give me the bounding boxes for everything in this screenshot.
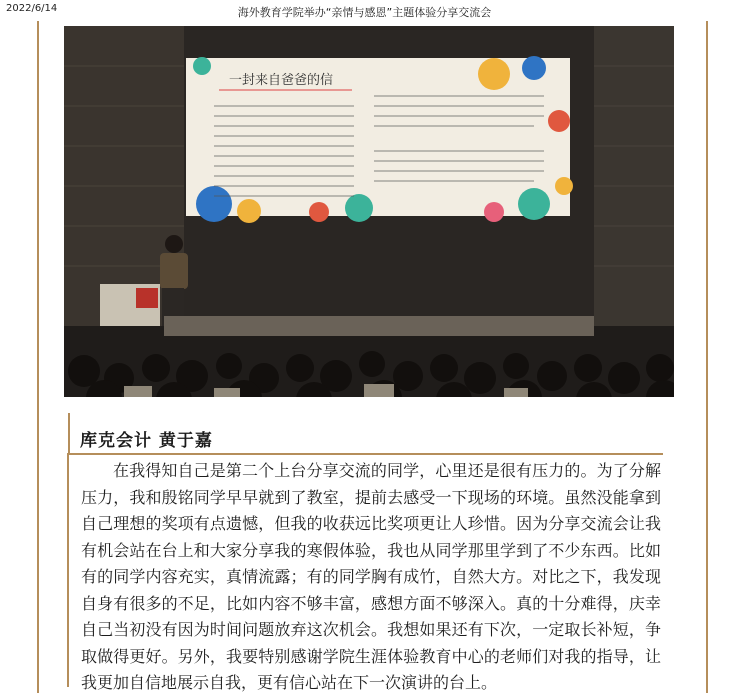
publish-date: 2022/6/14 [6,3,58,14]
event-photo [64,26,674,397]
section-title-bar [68,413,70,453]
slide-title: 一封来自爸爸的信 [229,73,334,88]
right-border-line [706,21,708,693]
page-title: 海外教育学院举办“亲情与感恩”主题体验分享交流会 [237,6,492,19]
section-title: 库克会计 黄于嘉 [80,431,213,451]
left-border-line [37,21,39,693]
article-body: 在我得知自己是第二个上台分享交流的同学，心里还是很有压力的。为了分解压力，我和殷铭同学早早就到了教室，提前去感受一下现场的环境。虽然没能拿到自己理想的奖项有点遗憾，但我的收获远比奖项更让人珍惜。因为分享交流会让我有机会站在台上和大家分享我的寒假体验，我也从同学那里学到了不少东西。比如有的同学内容充实，真情流露；有的同学胸有成竹，自然大方。对比之下，我发现自身有很多的不足，比如内容不够丰富，感想方面不够深入。真的十分难得，庆幸自己当初没有因为时间问题放弃这次机会。我想如果还有下次，一定取长补短，争取做得更好。另外，我要特别感谢学院生涯体验教育中心的老师们对我的指导，让我更加自信地展示自我，更有信心站在下一次演讲的台上。 [81,461,661,692]
